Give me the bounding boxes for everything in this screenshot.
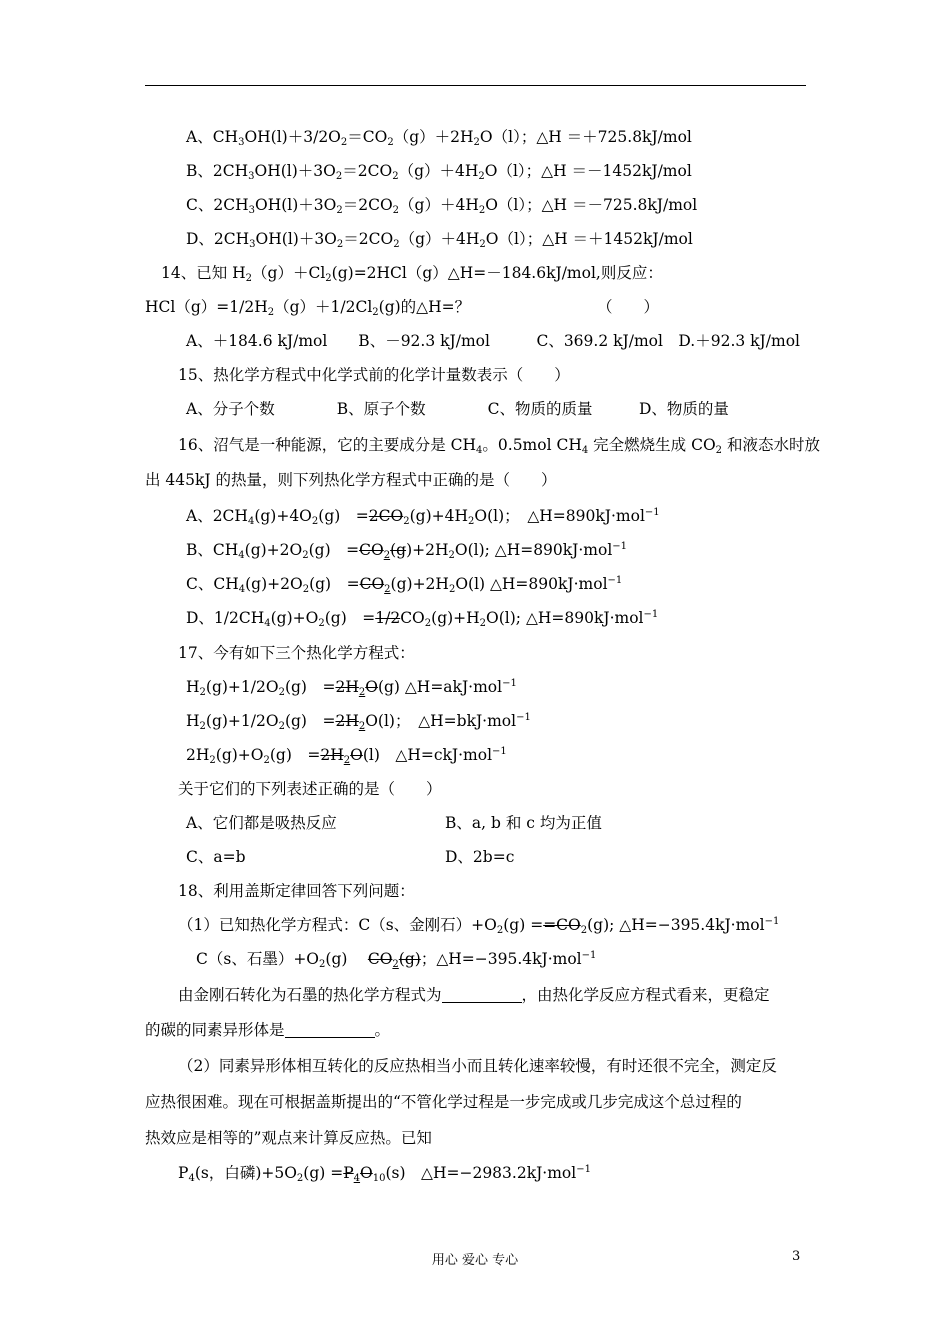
question-18-part1-ask-cont: 的碳的同素异形体是 。 bbox=[145, 1021, 391, 1039]
question-18-part2-cont2: 热效应是相等的”观点来计算反应热。已知 bbox=[145, 1129, 432, 1147]
question-18-part1-eq2: C（s、石墨）$+O_2(g)$ $CO_2(g)$；△H=−395.4kJ·mol$^{-1}$ bbox=[196, 950, 597, 970]
option-17b: B、a, b 和 c 均为正值 bbox=[445, 814, 602, 832]
question-18-part2: （2）同素异形体相互转化的反应热相当小而且转化速率较慢，有时还很不完全，测定反 bbox=[178, 1057, 777, 1075]
option-13b: B、$2CH_3OH(l)+3O_2=2CO_2(g)+4H_2O(l)$；△H ＝－1452kJ/mol bbox=[186, 162, 692, 182]
option-16c: C、$CH_4(g)+2O_2(g)$ $=CO_2(g)+2H_2O(l)$ △H=890kJ·mol$^{-1}$ bbox=[186, 575, 623, 595]
question-14-cont: $HCl(g)=1/2H_2(g)+1/2Cl_2(g)$的△H=？ bbox=[145, 298, 471, 318]
question-15: 15、热化学方程式中化学式前的化学计量数表示（ ） bbox=[178, 366, 570, 384]
equation-17-2: $H_2(g)+1/2O_2(g)$ $=2H_2O(l)$； △H=bkJ·mol$^{-1}$ bbox=[186, 712, 531, 732]
option-13c: C、$2CH_3OH(l)+3O_2=2CO_2(g)+4H_2O(l)$；△H ＝－725.8kJ/mol bbox=[186, 196, 698, 216]
question-18-part2-cont1: 应热很困难。现在可根据盖斯提出的“不管化学过程是一步完成或几步完成这个总过程的 bbox=[145, 1093, 742, 1111]
option-17c: C、a=b bbox=[186, 848, 246, 866]
option-13d: D、$2CH_3OH(l)+3O_2=2CO_2(g)+4H_2O(l)$；△H ＝＋1452kJ/mol bbox=[186, 230, 693, 250]
options-14: A、＋184.6 kJ/mol B、－92.3 kJ/mol C、369.2 kJ/mol D.＋92.3 kJ/mol bbox=[186, 332, 800, 350]
equation-18-p4: $P_4(s$，白磷)$+5O_2(g) =P_4O_{10}(s)$ △H=−2983.2kJ·mol$^{-1}$ bbox=[178, 1164, 591, 1184]
equation-17-1: $H_2(g)+1/2O_2(g)$ $=2H_2O(g)$ △H=akJ·mol$^{-1}$ bbox=[186, 678, 517, 698]
question-18-part1-ask: 由金刚石转化为石墨的热化学方程式为 ，由热化学反应方程式看来，更稳定 bbox=[178, 986, 770, 1004]
question-18-part1: （1）已知热化学方程式：C（s、金刚石）$+O_2(g) ==CO_2(g)$; △H=−395.4kJ·mol$^{-1}$ bbox=[178, 916, 780, 936]
option-13a: A、$CH_3OH(l)+3/2O_2=CO_2(g)+2H_2O(l)$；△H ＝＋725.8kJ/mol bbox=[186, 128, 692, 148]
question-14: 14、已知 $H_2(g)+Cl_2(g)=2HCl(g)\triangle H=-184.6kJ$/mol,则反应： bbox=[161, 264, 663, 284]
page-footer: 用心 爱心 专心 bbox=[431, 1253, 519, 1268]
page-number: 3 bbox=[792, 1249, 801, 1264]
header-rule bbox=[145, 85, 806, 86]
question-16: 16、沼气是一种能源，它的主要成分是 $CH_4$。0.5mol $CH_4$ 完全燃烧生成 $CO_2$ 和液态水时放 bbox=[178, 436, 820, 456]
option-17d: D、2b=c bbox=[445, 848, 515, 866]
option-16a: A、$2CH_4(g)+4O_2(g)$ $=2CO_2(g)+4H_2O(l)$； △H=890kJ·mol$^{-1}$ bbox=[186, 507, 660, 527]
option-16b: B、$CH_4(g)+2O_2(g)$ $=CO_2(g)+2H_2O(l)$; △H=890kJ·mol$^{-1}$ bbox=[186, 541, 628, 561]
question-16-cont: 出 445kJ 的热量，则下列热化学方程式中正确的是（ ） bbox=[145, 471, 557, 489]
option-17a: A、它们都是吸热反应 bbox=[186, 814, 337, 832]
question-17-prompt: 关于它们的下列表述正确的是（ ） bbox=[178, 780, 442, 798]
question-18: 18、利用盖斯定律回答下列问题： bbox=[178, 882, 415, 900]
option-16d: D、$1/2CH_4(g)+O_2(g)$ $=1/2CO_2(g)+H_2O(l)$; △H=890kJ·mol$^{-1}$ bbox=[186, 609, 659, 629]
answer-bracket-14: （ ） bbox=[597, 298, 660, 316]
options-15: A、分子个数 B、原子个数 C、物质的质量 D、物质的量 bbox=[186, 400, 729, 418]
question-17: 17、今有如下三个热化学方程式： bbox=[178, 644, 415, 662]
equation-17-3: $2H_2(g)+O_2(g)$ $=2H_2O(l)$ △H=ckJ·mol$^{-1}$ bbox=[186, 746, 507, 766]
